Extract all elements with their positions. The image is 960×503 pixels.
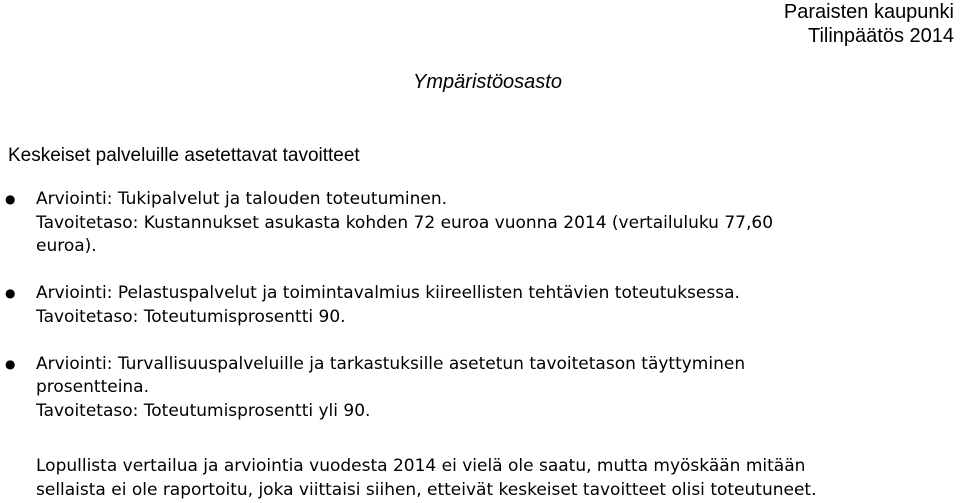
- conclusion-paragraph: [36, 455, 956, 502]
- conclusion-line: Lopullista vertailua ja arviointia vuodesta 2014 ei vielä ole saatu, mutta myöskään mitään: [36, 456, 806, 476]
- section-heading: Keskeiset palveluille asetettavat tavoitteet: [8, 145, 360, 166]
- bullet-icon: ●: [5, 356, 16, 371]
- department-title: Ympäristöosasto: [413, 71, 562, 93]
- goal-item-rescue-services: [0, 282, 960, 329]
- goal-item-support-services: [0, 188, 960, 259]
- bullet-icon: ●: [5, 192, 16, 206]
- goal-assessment: Arviointi: Turvallisuuspalveluille ja tarkastuksille asetetun tavoitetason täyttyminen: [36, 353, 746, 374]
- goal-target: Tavoitetaso: Toteutumisprosentti 90.: [36, 306, 346, 327]
- goal-target: Tavoitetaso: Kustannukset asukasta kohden 72 euroa vuonna 2014 (vertailuluku 77,60: [36, 212, 774, 233]
- conclusion-line: sellaista ei ole raportoitu, joka viittaisi siihen, etteivät keskeiset tavoitteet olisi toteutuneet.: [36, 479, 817, 500]
- bullet-icon: ●: [5, 286, 16, 300]
- document-header: [784, 0, 954, 48]
- organization-name: Paraisten kaupunki: [783, 1, 954, 23]
- goal-assessment-cont: prosentteina.: [36, 377, 150, 397]
- goal-assessment: Arviointi: Tukipalvelut ja talouden toteutuminen.: [36, 189, 448, 209]
- goal-target-cont: euroa).: [36, 236, 97, 256]
- report-title: Tilinpäätös 2014: [807, 25, 954, 47]
- goal-assessment: Arviointi: Pelastuspalvelut ja toimintavalmius kiireellisten tehtävien toteutuksessa.: [36, 283, 740, 303]
- goal-target: Tavoitetaso: Toteutumisprosentti yli 90.: [36, 400, 371, 421]
- goal-item-safety-services: [0, 353, 960, 424]
- goals-list: [0, 188, 960, 447]
